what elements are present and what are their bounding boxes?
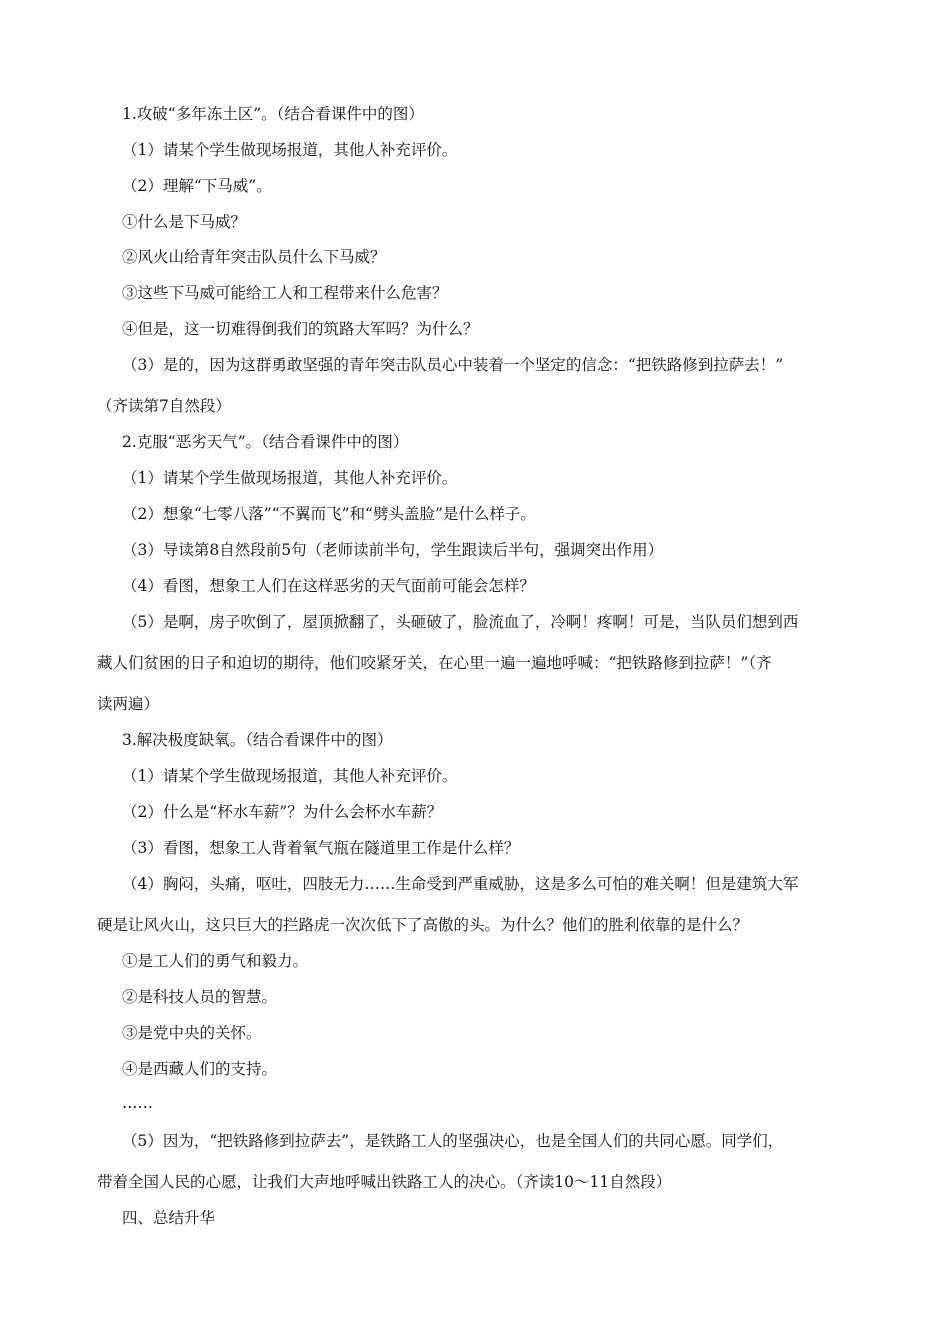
paragraph-line: （5）是啊，房子吹倒了，屋顶掀翻了，头砸破了，脸流血了，冷啊！疼啊！可是，当队员们想到西 [122, 613, 799, 631]
list-item: ①什么是下马威？ [122, 213, 247, 231]
paragraph-line: 硬是让风火山，这只巨大的拦路虎一次次低下了高傲的头。为什么？他们的胜利依靠的是什么？ [97, 916, 749, 934]
list-item: ②是科技人员的智慧。 [122, 988, 278, 1006]
paragraph-line: （3）导读第8自然段前5句（老师读前半句，学生跟读后半句，强调突出作用） [122, 541, 664, 559]
paragraph-line: （4）看图，想象工人们在这样恶劣的天气面前可能会怎样？ [122, 577, 535, 595]
paragraph-line: （1）请某个学生做现场报道，其他人补充评价。 [122, 767, 458, 785]
list-item: ②风火山给青年突击队员什么下马威？ [122, 248, 386, 266]
paragraph-line: （5）因为，“把铁路修到拉萨去”，是铁路工人的坚强决心，也是全国人们的共同心愿。同学们， [122, 1132, 784, 1150]
section-heading-summary: 四、总结升华 [122, 1209, 216, 1227]
heading-bad-weather: 2.克服“恶劣天气”。（结合看课件中的图） [122, 433, 409, 451]
list-item: ④但是，这一切难得倒我们的筑路大军吗？为什么？ [122, 320, 479, 338]
paragraph-line: 读两遍） [97, 695, 160, 713]
list-item: ①是工人们的勇气和毅力。 [122, 952, 309, 970]
paragraph-line: （4）胸闷，头痛，呕吐，四肢无力……生命受到严重威胁，这是多么可怕的难关啊！但是建筑大军 [122, 875, 799, 893]
paragraph-line: （齐读第7自然段） [97, 397, 231, 415]
paragraph-line: 带着全国人民的心愿，让我们大声地呼喊出铁路工人的决心。（齐读10～11自然段） [97, 1173, 672, 1191]
paragraph-line: （1）请某个学生做现场报道，其他人补充评价。 [122, 141, 458, 159]
paragraph-line: 藏人们贫困的日子和迫切的期待，他们咬紧牙关，在心里一遍一遍地呼喊：“把铁路修到拉萨！”（齐 [97, 654, 772, 672]
paragraph-line: （1）请某个学生做现场报道，其他人补充评价。 [122, 469, 458, 487]
heading-oxygen: 3.解决极度缺氧。（结合看课件中的图） [122, 731, 393, 749]
list-item: ③这些下马威可能给工人和工程带来什么危害？ [122, 284, 448, 302]
ellipsis: …… [122, 1094, 153, 1112]
paragraph-line: （3）是的，因为这群勇敢坚强的青年突击队员心中装着一个坚定的信念：“把铁路修到拉萨去！” [122, 356, 784, 374]
paragraph-line: （2）什么是“杯水车薪”？为什么会杯水车薪？ [122, 803, 443, 821]
list-item: ③是党中央的关怀。 [122, 1024, 262, 1042]
heading-frozen-soil: 1.攻破“多年冻土区”。（结合看课件中的图） [122, 105, 424, 123]
paragraph-line: （2）理解“下马威”。 [122, 177, 272, 195]
paragraph-line: （2）想象“七零八落”“不翼而飞”和“劈头盖脸”是什么样子。 [122, 505, 536, 523]
paragraph-line: （3）看图，想象工人背着氧气瓶在隧道里工作是什么样？ [122, 839, 520, 857]
list-item: ④是西藏人们的支持。 [122, 1060, 278, 1078]
